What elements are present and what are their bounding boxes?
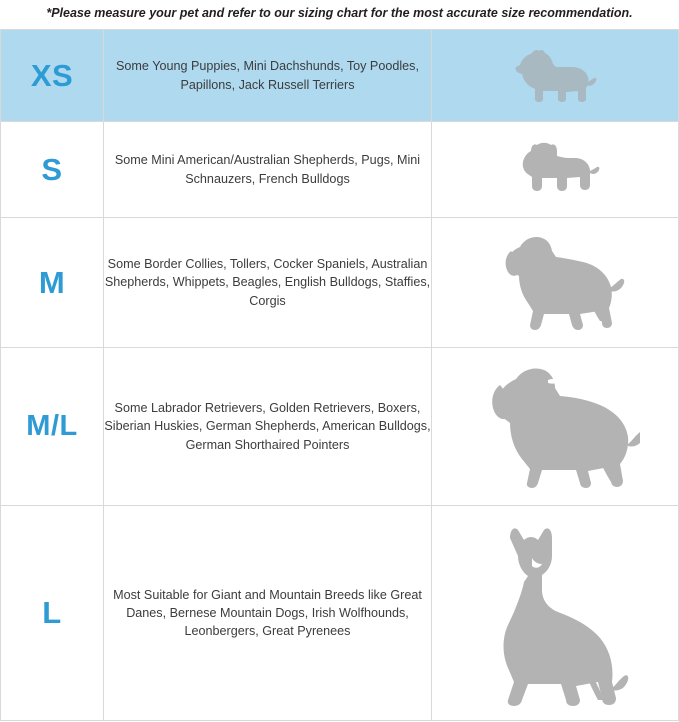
size-label-l: L [1, 506, 104, 721]
spaniel-silhouette-icon [432, 218, 679, 348]
breeds-list-s: Some Mini American/Australian Shepherds, Pugs, Mini Schnauzers, French Bulldogs [104, 122, 432, 218]
table-row [1, 218, 679, 348]
breeds-list-m: Some Border Collies, Tollers, Cocker Spaniels, Australian Shepherds, Whippets, Beagles, English Bulldogs, Staffies, Corgis [104, 218, 432, 348]
breeds-list-l: Most Suitable for Giant and Mountain Breeds like Great Danes, Bernese Mountain Dogs, Irish Wolfhounds, Leonbergers, Great Pyrenees [104, 506, 432, 721]
measurement-note: *Please measure your pet and refer to our sizing chart for the most accurate size recommendation. [46, 6, 633, 20]
size-chart-table [0, 29, 679, 721]
size-label-xs: XS [1, 30, 104, 122]
table-row [1, 348, 679, 506]
breeds-list-xs: Some Young Puppies, Mini Dachshunds, Toy Poodles, Papillons, Jack Russell Terriers [104, 30, 432, 122]
table-row [1, 122, 679, 218]
labrador-silhouette-icon [432, 348, 679, 506]
table-row [1, 506, 679, 721]
bulldog-silhouette-icon [432, 122, 679, 218]
great-dane-silhouette-icon [432, 506, 679, 721]
size-label-m: M [1, 218, 104, 348]
small-dog-silhouette-icon [432, 30, 679, 122]
size-label-s: S [1, 122, 104, 218]
size-label-ml: M/L [1, 348, 104, 506]
breeds-list-ml: Some Labrador Retrievers, Golden Retrievers, Boxers, Siberian Huskies, German Shepherds, American Bulldogs, German Shorthaired Pointers [104, 348, 432, 506]
table-row [1, 30, 679, 122]
